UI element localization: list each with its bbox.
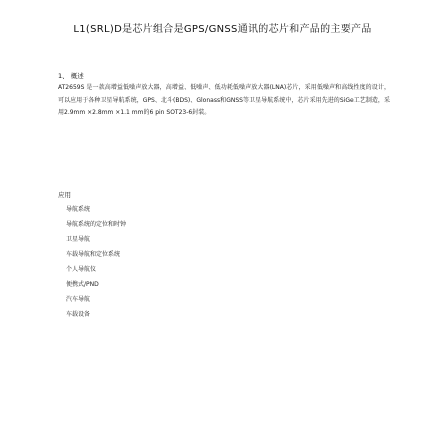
applications-list [66,202,126,322]
list-item: 便携式/PND [66,281,99,288]
list-item: 导航系统的定位和时钟 [66,221,127,228]
list-item: 汽车导航 [66,296,91,303]
applications-heading: 应用 [58,191,71,199]
overview-heading: 1、 概述 [58,72,84,80]
list-item: 导航系统 [66,206,91,213]
list-item: 车载导航和定位系统 [66,251,121,258]
list-item: 卫星导航 [66,236,91,243]
list-item: 车载设备 [66,311,91,318]
overview-paragraph: AT2659S 是一款高增益低噪声放大器，高增益、低噪声、低功耗低噪声放大器(LNA)芯片，采用低噪声和高线性度的设计，可以应用于各种卫星导航系统，GPS、北斗(BDS)、Glonass和GNSS等卫星导航系统中，芯片采用先进的SiGe工艺制造，采用2.9mm ×2.8mm ×1.1 mm的6 pin SOT23-6封装。 [58,84,390,116]
document-title: L1(SRL)D是芯片组合是GPS/GNSS通讯的芯片和产品的主要产品 [73,24,372,35]
list-item: 个人导航仪 [66,266,97,273]
